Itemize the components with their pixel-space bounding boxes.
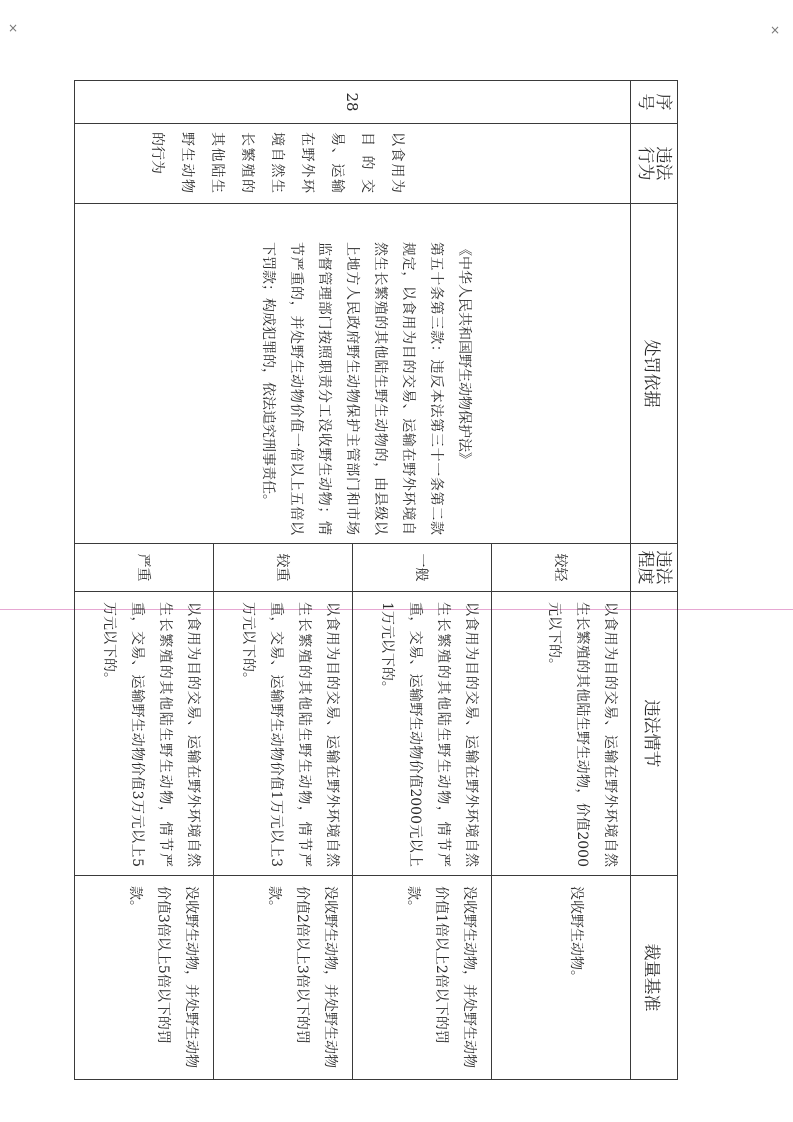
circumstance-serious: 以食用为目的交易、运输在野外环境自然生长繁殖的其他陆生野生动物，情节严重，交易、运输野生动物价值1万元以上3万元以下的。 [214, 592, 353, 876]
scan-mark-top-left: × [8, 21, 19, 35]
basis-law-text: 第五十条第三款：违反本法第三十一条第二款规定，以食用为目的交易、运输在野外环境自然生长繁殖的其他陆生野生动物的，由县级以上地方人民政府野生动物保护主管部门和市场监督管理部门按照职责分工没收野生动物；情节严重的，并处野生动物价值一倍以上五倍以下罚款；构成犯罪的，依法追究刑事责任。 [260, 242, 444, 535]
degree-severe: 严重 [75, 544, 214, 592]
degree-serious: 较重 [214, 544, 353, 592]
table-row [492, 81, 631, 1080]
standard-serious: 没收野生动物，并处野生动物价值2倍以上3倍以下的罚款。 [214, 876, 353, 1080]
row-seq: 28 [75, 81, 631, 124]
standard-minor: 没收野生动物。 [492, 876, 631, 1080]
scan-mark-top-right: × [770, 23, 781, 37]
header-degree: 违法程度 [631, 544, 678, 592]
circumstance-minor: 以食用为目的交易、运输在野外环境自然生长繁殖的其他陆生野生动物，价值2000元以下的。 [492, 592, 631, 876]
table-header-row [631, 81, 678, 1080]
circumstance-general: 以食用为目的交易、运输在野外环境自然生长繁殖的其他陆生野生动物，情节严重，交易、运输野生动物价值2000元以上1万元以下的。 [353, 592, 492, 876]
circumstance-severe: 以食用为目的交易、运输在野外环境自然生长繁殖的其他陆生野生动物，情节严重，交易、运输野生动物价值3万元以上5万元以下的。 [75, 592, 214, 876]
basis-law-title: 《中华人民共和国野生动物保护法》 [456, 242, 472, 466]
penalty-standard-table [74, 80, 678, 1080]
row-violation-act: 以食用为目的交易、运输在野外环境自然生长繁殖的其他陆生野生动物的行为 [75, 124, 631, 204]
standard-severe: 没收野生动物，并处野生动物价值3倍以上5倍以下的罚款。 [75, 876, 214, 1080]
rotated-page [78, 80, 678, 1079]
degree-general: 一般 [353, 544, 492, 592]
header-act: 违法行为 [631, 124, 678, 204]
degree-minor: 较轻 [492, 544, 631, 592]
header-circumstance: 违法情节 [631, 592, 678, 876]
header-basis: 处罚依据 [631, 204, 678, 544]
header-seq: 序号 [631, 81, 678, 124]
header-standard: 裁量基准 [631, 876, 678, 1080]
row-legal-basis [75, 204, 631, 544]
standard-general: 没收野生动物，并处野生动物价值1倍以上2倍以下的罚款。 [353, 876, 492, 1080]
